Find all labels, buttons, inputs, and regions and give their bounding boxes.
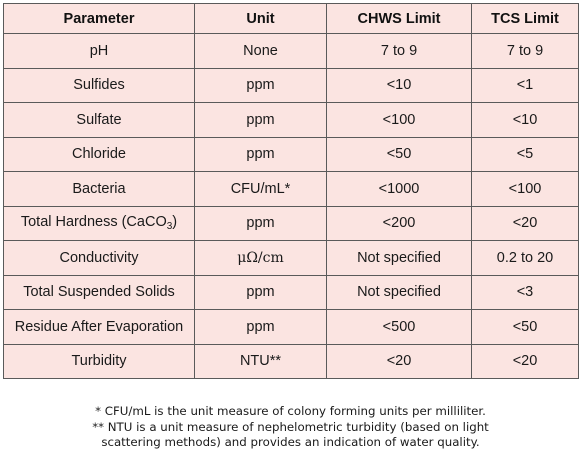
header-chws-limit: CHWS Limit bbox=[327, 4, 472, 34]
cell-parameter: Chloride bbox=[4, 137, 195, 172]
cell-tcs-limit: 0.2 to 20 bbox=[472, 241, 579, 276]
parameter-subscript: 3 bbox=[166, 221, 173, 233]
cell-chws-limit: <1000 bbox=[327, 172, 472, 207]
header-unit: Unit bbox=[195, 4, 327, 34]
table-header-row bbox=[4, 4, 579, 34]
cell-chws-limit: <200 bbox=[327, 206, 472, 241]
table-row bbox=[4, 68, 579, 103]
table-row bbox=[4, 206, 579, 241]
cell-parameter: Sulfate bbox=[4, 103, 195, 138]
table-row bbox=[4, 310, 579, 345]
cell-tcs-limit: <10 bbox=[472, 103, 579, 138]
cell-unit: μΩ/cm bbox=[195, 241, 327, 276]
cell-unit: ppm bbox=[195, 310, 327, 345]
cell-unit: ppm bbox=[195, 103, 327, 138]
cell-unit: ppm bbox=[195, 275, 327, 310]
cell-tcs-limit: <3 bbox=[472, 275, 579, 310]
cell-tcs-limit: 7 to 9 bbox=[472, 34, 579, 69]
cell-chws-limit: <500 bbox=[327, 310, 472, 345]
cell-parameter: Bacteria bbox=[4, 172, 195, 207]
cell-parameter: Conductivity bbox=[4, 241, 195, 276]
cell-chws-limit: 7 to 9 bbox=[327, 34, 472, 69]
cell-chws-limit: Not specified bbox=[327, 241, 472, 276]
cell-tcs-limit: <100 bbox=[472, 172, 579, 207]
footnote-ntu: ** NTU is a unit measure of nephelometric turbidity (based on light bbox=[92, 419, 489, 434]
cell-chws-limit: <20 bbox=[327, 344, 472, 379]
parameter-text: Total Hardness (CaCO bbox=[20, 214, 167, 231]
cell-tcs-limit: <50 bbox=[472, 310, 579, 345]
cell-unit: CFU/mL* bbox=[195, 172, 327, 207]
cell-unit: NTU** bbox=[195, 344, 327, 379]
table-row bbox=[4, 137, 579, 172]
header-tcs-limit: TCS Limit bbox=[472, 4, 579, 34]
cell-unit: ppm bbox=[195, 137, 327, 172]
table-row bbox=[4, 241, 579, 276]
footnote-ntu-continued: scattering methods) and provides an indication of water quality. bbox=[101, 435, 480, 449]
table-row bbox=[4, 344, 579, 379]
cell-unit: ppm bbox=[195, 68, 327, 103]
cell-parameter bbox=[4, 206, 195, 241]
cell-tcs-limit: <20 bbox=[472, 344, 579, 379]
cell-chws-limit: Not specified bbox=[327, 275, 472, 310]
cell-chws-limit: <100 bbox=[327, 103, 472, 138]
table-row bbox=[4, 103, 579, 138]
table-row bbox=[4, 34, 579, 69]
footnotes bbox=[0, 404, 581, 451]
footnote-cfu: * CFU/mL is the unit measure of colony forming units per milliliter. bbox=[95, 404, 486, 418]
cell-parameter: Total Suspended Solids bbox=[4, 275, 195, 310]
cell-unit: ppm bbox=[195, 206, 327, 241]
cell-tcs-limit: <1 bbox=[472, 68, 579, 103]
water-quality-table-container bbox=[3, 3, 578, 379]
water-quality-table bbox=[3, 3, 579, 379]
cell-parameter: Sulfides bbox=[4, 68, 195, 103]
cell-tcs-limit: <20 bbox=[472, 206, 579, 241]
table-row bbox=[4, 172, 579, 207]
cell-parameter: Residue After Evaporation bbox=[4, 310, 195, 345]
parameter-suffix: ) bbox=[172, 214, 178, 231]
cell-chws-limit: <50 bbox=[327, 137, 472, 172]
cell-chws-limit: <10 bbox=[327, 68, 472, 103]
cell-parameter: Turbidity bbox=[4, 344, 195, 379]
header-parameter: Parameter bbox=[4, 4, 195, 34]
cell-tcs-limit: <5 bbox=[472, 137, 579, 172]
cell-unit: None bbox=[195, 34, 327, 69]
table-row bbox=[4, 275, 579, 310]
cell-parameter: pH bbox=[4, 34, 195, 69]
